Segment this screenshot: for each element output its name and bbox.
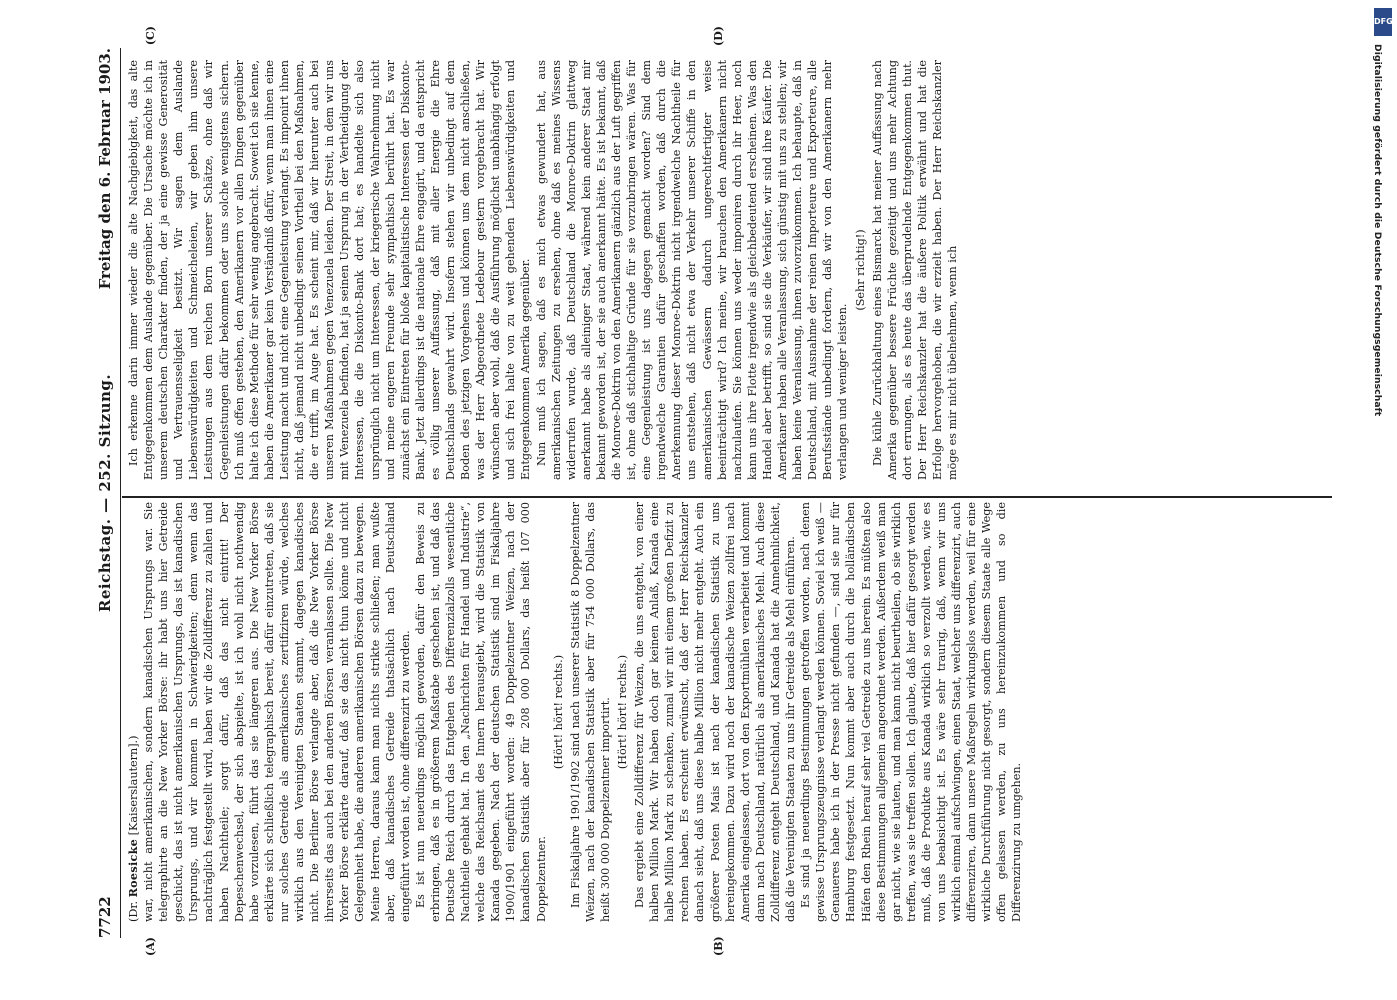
session-title: Reichstag. — 252. Sitzung. <box>96 373 114 613</box>
speaker-line <box>126 502 141 922</box>
interjection: (Sehr richtig!) <box>853 229 867 311</box>
speaker-name: Roesicke <box>126 838 140 898</box>
dfg-logo: DFG <box>1374 8 1392 36</box>
paragraph: Nun muß ich sagen, daß es mich etwas gewundert hat, aus amerikanischen Zeitungen zu ersehen, ohne daß es meines Wissens widerrufen wurde, daß Deutschland die Monroe-Doktrin glattweg anerkannt habe als alleiniger Staat, während kein anderer Staat mir bekannt geworden ist, der sie auch anerkannt hätte. Es ist bekannt, daß die Monroe-Doktrin von den Amerikanern gänzlich aus der Luft gegriffen ist, ohne daß stichhaltige Gründe für sie vorzubringen wären. Was für eine Gegenleistung ist uns dagegen gemacht worden? Sind dem irgendwelche Garantien dafür geschaffen worden, daß durch die Anerkennung dieser Monroe-Doktrin nicht irgendwelche Nachtheile für uns entstehen, daß nicht etwa der Verkehr unserer Schiffe in den amerikanischen Gewässern dadurch ungerechtfertigter weise beeinträchtigt wird? Ich meine, wir brauchen den Amerikanern nicht nachzulaufen. Sie können uns weder imponiren durch ihr Heer, noch kann uns ihre Flotte irgendwie als gleichbedeutend erscheinen. Was den Handel aber betrifft, so sind sie die Verkäufer, wir sind ihre Käufer. Die Amerikaner haben alle Veranlassung, sich günstig mit uns zu stellen; wir haben keine Veranlassung, ihnen zuvorzukommen. Ich behaupte, daß in Deutschland, mit Ausnahme der reinen Importeure und Exporteure, alle Berufsstände unbedingt fordern, daß wir von den Amerikanern mehr verlangen und weniger leisten. <box>534 60 850 480</box>
paragraph: Die kühle Zurückhaltung eines Bismarck hat meiner Auffassung nach Amerika gegenüber bessere Früchte gezeitigt und uns mehr Achtung dort errungen, als es heute das überprudelnde Entgegenkommen thut. Der Herr Reichskanzler hat die äußere Politik erwähnt und hat die Erfolge hervorgehoben, die wir erzielt haben. Der Herr Reichskanzler möge es mir nicht übelnehmen, wenn ich <box>870 60 960 480</box>
paragraph: war, nicht amerikanischen, sondern kanadischen Ursprungs war. Sie telegraphirte an die New Yorker Börse: ihr habt uns hier Getreide geschickt, das ist nicht amerikanischen Ursprungs, das ist kanadischen Ursprungs, und wir kommen in Schwierigkeiten; denn wenn das nachträglich festgestellt wird, haben wir die Zolldifferenz zu zahlen und haben Nachtheile; sorgt dafür, daß das nicht eintritt! Der Depeschenwechsel, der sich abspielte, ist ich wohl nicht nothwendig habe vorzulesen, führt das sie längeren aus. Die New Yorker Börse erklärte sich schließlich telegraphisch bereit, dafür einzutreten, daß sie nur solches Getreide als amerikanisches zertifiziren würde, welches wirklich aus den Vereinigten Staaten stammt, dagegen kanadisches nicht. Die Berliner Börse verlangte aber, daß die New Yorker Börse ihrerseits das auch bei den anderen Börsen veranlassen sollte. Die New Yorker Börse erklärte darauf, daß sie das nicht thun könne und nicht Gelegenheit habe, die anderen amerikanischen Börsen dazu zu bewegen. Meine Herren, daraus kann man nichts strikte schließen; man wußte aber, daß kanadisches Getreide thatsächlich nach Deutschland eingeführt worden ist, ohne differenzirt zu werden. <box>142 502 412 922</box>
page-header <box>92 48 122 938</box>
margin-marker-b: (B) <box>712 936 725 956</box>
right-column <box>126 60 1332 480</box>
margin-marker-d: (D) <box>712 26 725 46</box>
session-date: Freitag den 6. Februar 1903. <box>96 48 114 290</box>
document-page <box>92 26 1332 956</box>
left-column <box>126 502 1332 922</box>
interjection: (Hört! hört! rechts.) <box>551 654 565 770</box>
dfg-credit-text: Digitalisierung gefördert durch die Deutsche Forschungsgemeinschaft <box>1372 44 1383 417</box>
header-rule <box>120 48 121 938</box>
margin-marker-a: (A) <box>144 937 157 956</box>
paragraph: Im Fiskaljahre 1901/1902 sind nach unserer Statistik 8 Doppelzentner Weizen, nach der kanadischen Statistik aber für 754 000 Dollars, das heißt 300 000 Doppelzentner importirt. <box>568 502 612 922</box>
column-divider <box>122 496 1332 498</box>
paragraph: Es ist nun neuerdings möglich geworden, dafür den Beweis zu erbringen, daß es in größerem Maßstabe geschehen ist, und daß das Deutsche Reich durch das Entgehen des Differenzialzolls wesentliche Nachtheile gehabt hat. In den „Nachrichten für Handel und Industrie“, welche das Reichsamt des Innern herausgiebt, wird die Statistik von Kanada gegeben. Nach der deutschen Statistik sind im Fiskaljahre 1900/1901 eingeführt worden: 49 Doppelzentner Weizen, nach der kanadischen Statistik aber für 208 000 Dollars, das heißt 107 000 Doppelzentner. <box>413 502 548 922</box>
margin-marker-c: (C) <box>144 26 157 46</box>
speaker-suffix: [Kaiserslautern].) <box>127 735 140 839</box>
speaker-prefix: (Dr. <box>127 897 140 922</box>
digitization-stamp <box>1372 8 1394 568</box>
page-number: 7722 <box>96 896 114 938</box>
paragraph: Ich erkenne darin immer wieder die alte Nachgiebigkeit, das alte Entgegenkommen dem Auslande gegenüber. Die Ursache möchte ich in unserem deutschen Charakter finden, der ja eine gewisse Generosität und Vertrauensseligkeit besitzt. Wir sagen dem Auslande Liebenswürdigkeiten und Schmeicheleien, wir geben ihm unsere Leistungen aus dem reichen Born unserer Schätze, ohne daß wir Gegenleistungen dafür bekommen oder uns solche wenigstens sichern. Ich muß offen gestehen, den Amerikanern vor allen Dingen gegenüber halte ich diese Methode für sehr wenig angebracht. Soweit ich sie kenne, haben die Amerikaner gar kein Verständniß dafür, wenn man ihnen eine Leistung macht und nicht eine Gegenleistung verlangt. Es imponirt ihnen nicht, daß jemand nicht unbedingt seinen Vortheil bei den Maßnahmen, die er trifft, im Auge hat. Es scheint mir, daß wir hierunter auch bei unseren Maßnahmen gegen Venezuela leiden. Der Streit, in dem wir uns mit Venezuela befinden, hat ja seinen Ursprung in der Vertheidigung der Interessen, die die Diskonto-Bank dort hat; es handelte sich also ursprünglich nicht um Interessen, der kriegerische Wahrnehmung nicht und meine engeren Freunde sehr sympathisch berührt hat. Es war zunächst ein Eintreten für bloße kapitalistische Interessen der Diskonto-Bank. Jetzt allerdings ist die nationale Ehre engagirt, und da entspricht es völlig unserer Auffassung, daß mit aller Energie die Ehre Deutschlands gewahrt wird. Insofern stehen wir unbedingt auf dem Boden des jetzigen Vorgehens und können uns dem nicht anschließen, was der Herr Abgeordnete Ledebour gestern vorgebracht hat. Wir wünschen aber wohl, daß die Ausführung möglichst unabhängig erfolgt und sich frei halte von zu weit gehenden Liebenswürdigkeiten und Entgegenkommen Amerika gegenüber. <box>127 60 533 480</box>
interjection: (Hört! hört! rechts.) <box>616 654 629 770</box>
paragraph: Es sind ja neuerdings Bestimmungen getroffen worden, nach denen gewisse Ursprungszeugnisse verlangt werden können. Soviel ich weiß — Genaueres habe ich in der Presse nicht gefunden —, sind sie nur für Hamburg festgesetzt. Nun kommt aber auch durch die holländischen Häfen den Rhein herauf sehr viel Getreide zu uns herein. Es müßten also diese Bestimmungen allgemein angeordnet werden. Außerdem weiß man gar nicht, wie sie lauten, und man kann nicht beurtheilen, ob sie wirklich treffen, was sie treffen sollen. Ich glaube, daß hier dafür gesorgt werden muß, daß die Produkte aus Kanada wirklich so verzollt werden, wie es von uns beabsichtigt ist. Es wäre sehr traurig, daß, wenn wir uns wirklich einmal aufschwingen, einen Staat, welcher uns differenzirt, auch differenziren, dann unsere Maßregeln wirkungslos werden, weil für eine wirkliche Durchführung nicht gesorgt, sondern diesem Staate alle Wege offen gelassen werden, zu uns hereinzukommen und so die Differenzirung zu umgehen. <box>799 502 1024 922</box>
paragraph: Das ergiebt eine Zolldifferenz für Weizen, die uns entgeht, von einer halben Million Mark. Wir haben doch gar keinen Anlaß, Kanada eine halbe Million Mark zu schenken, zumal wir mit einem großen Defizit zu rechnen haben. Es erscheint erwünscht, daß der Herr Reichskanzler danach sieht, daß uns diese halbe Million nicht mehr entgeht. Auch ein größerer Posten Mais ist nach der kanadischen Statistik zu uns hereingekommen. Dazu wird noch der kanadische Weizen zollfrei nach Amerika eingelassen, dort von den Exportmühlen verarbeitet und kommt dann nach Deutschland, natürlich als amerikanisches Mehl. Auch diese Zolldifferenz entgeht Deutschland, und Kanada hat die Annehmlichkeit, daß die Vereinigten Staaten zu uns ihr Getreide als Mehl einführen. <box>633 502 798 922</box>
